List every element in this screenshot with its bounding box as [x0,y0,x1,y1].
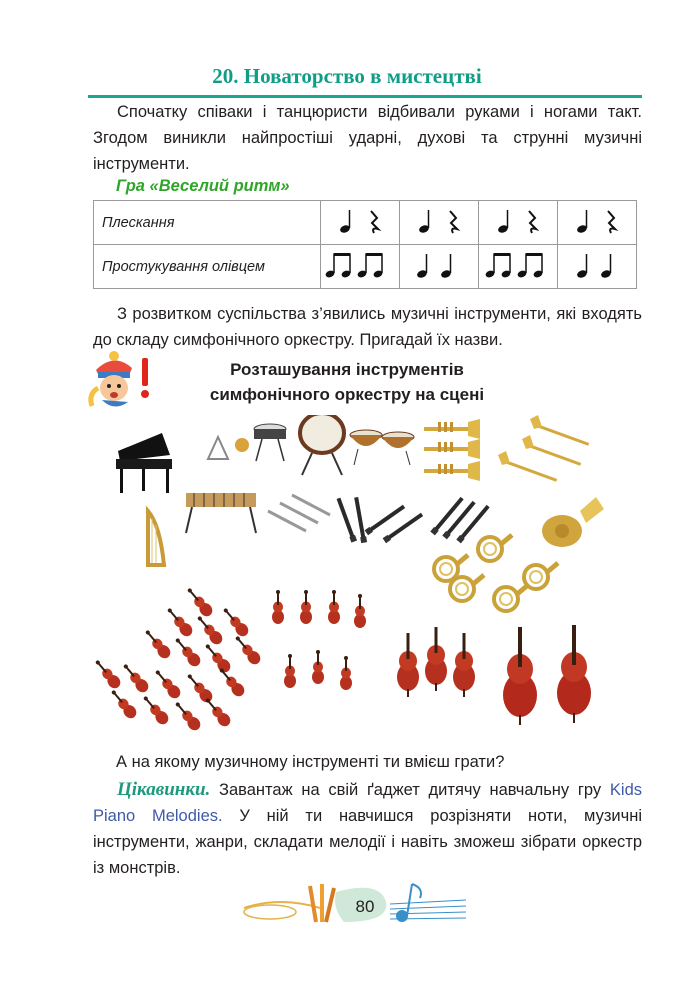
fact-text-1: Завантаж на свій ґаджет дитячу навчальну гру [219,781,602,799]
bass-drum-icon [300,415,344,475]
title-underline [88,95,642,98]
quarter-note-rest-icon [479,201,557,239]
page-number: 80 [355,897,375,916]
app-link[interactable]: Kids Piano Melodies. [93,781,643,825]
triangle-icon [208,437,249,459]
measure [479,201,558,245]
rhythm-label: Простукування олівцем [94,245,321,289]
flutes-icon [268,495,330,531]
quarter-notes-icon [558,245,636,283]
headline-line-1: Розташування інструментів [230,360,464,379]
harp-icon [148,511,164,567]
rhythm-row-clapping [94,201,637,245]
orchestra-illustration [90,415,650,737]
rhythm-table [93,200,637,289]
intro-paragraph: Спочатку співаки і танцюристи відбивали руками і ногами такт. Згодом виникли найпростіші ударні, духові та струнні музичні інструменти. [93,103,642,173]
trumpets-icon [424,419,480,481]
quarter-note-rest-icon [321,201,399,239]
game-title: Гра «Веселий ритм» [116,177,290,195]
quarter-note-rest-icon [558,201,636,239]
measure [400,245,479,289]
quarter-note-rest-icon [400,201,478,239]
violins-icon [92,585,263,733]
measure [558,245,637,289]
measure [479,245,558,289]
measure [321,245,400,289]
measure [558,201,637,245]
page-title: 20. Новаторство в мистецтві [212,64,482,88]
violas-icon [272,590,366,690]
trombones-icon [498,415,589,482]
fact-paragraph [93,777,642,881]
quarter-notes-icon [400,245,478,283]
orchestra-paragraph: З розвитком суспільства з’явились музичні інструменти, які входять до складу симфонічного оркестру. Пригадай їх назви. [93,305,642,349]
piano-icon [116,433,172,493]
rhythm-label: Плескання [94,201,321,245]
paintbrush-icon [310,884,334,922]
measure [321,201,400,245]
timpani-icon [350,430,414,465]
tuba-icon [542,497,604,547]
fact-label: Цікавинки. [117,779,211,800]
eighth-notes-icon [479,245,557,283]
cellos-icon [397,627,475,697]
woodwinds-icon [336,496,491,543]
eighth-notes-icon [321,245,399,283]
fact-text-2: У ній ти навчишся розрізняти ноти, музичні інструменти, жанри, складати мелодії і навіть зможеш зібрати оркестр із монстрів. [93,807,642,877]
headline-line-2: симфонічного оркестру на сцені [209,385,485,404]
french-horns-icon [434,535,558,611]
double-basses-icon [503,625,591,725]
xylophone-icon [186,493,256,533]
section-headline [0,357,694,407]
measure [400,201,479,245]
question-text: А на якому музичному інструменті ти вмієш грати? [116,753,505,771]
rhythm-row-tapping [94,245,637,289]
snare-drum-icon [254,424,286,461]
